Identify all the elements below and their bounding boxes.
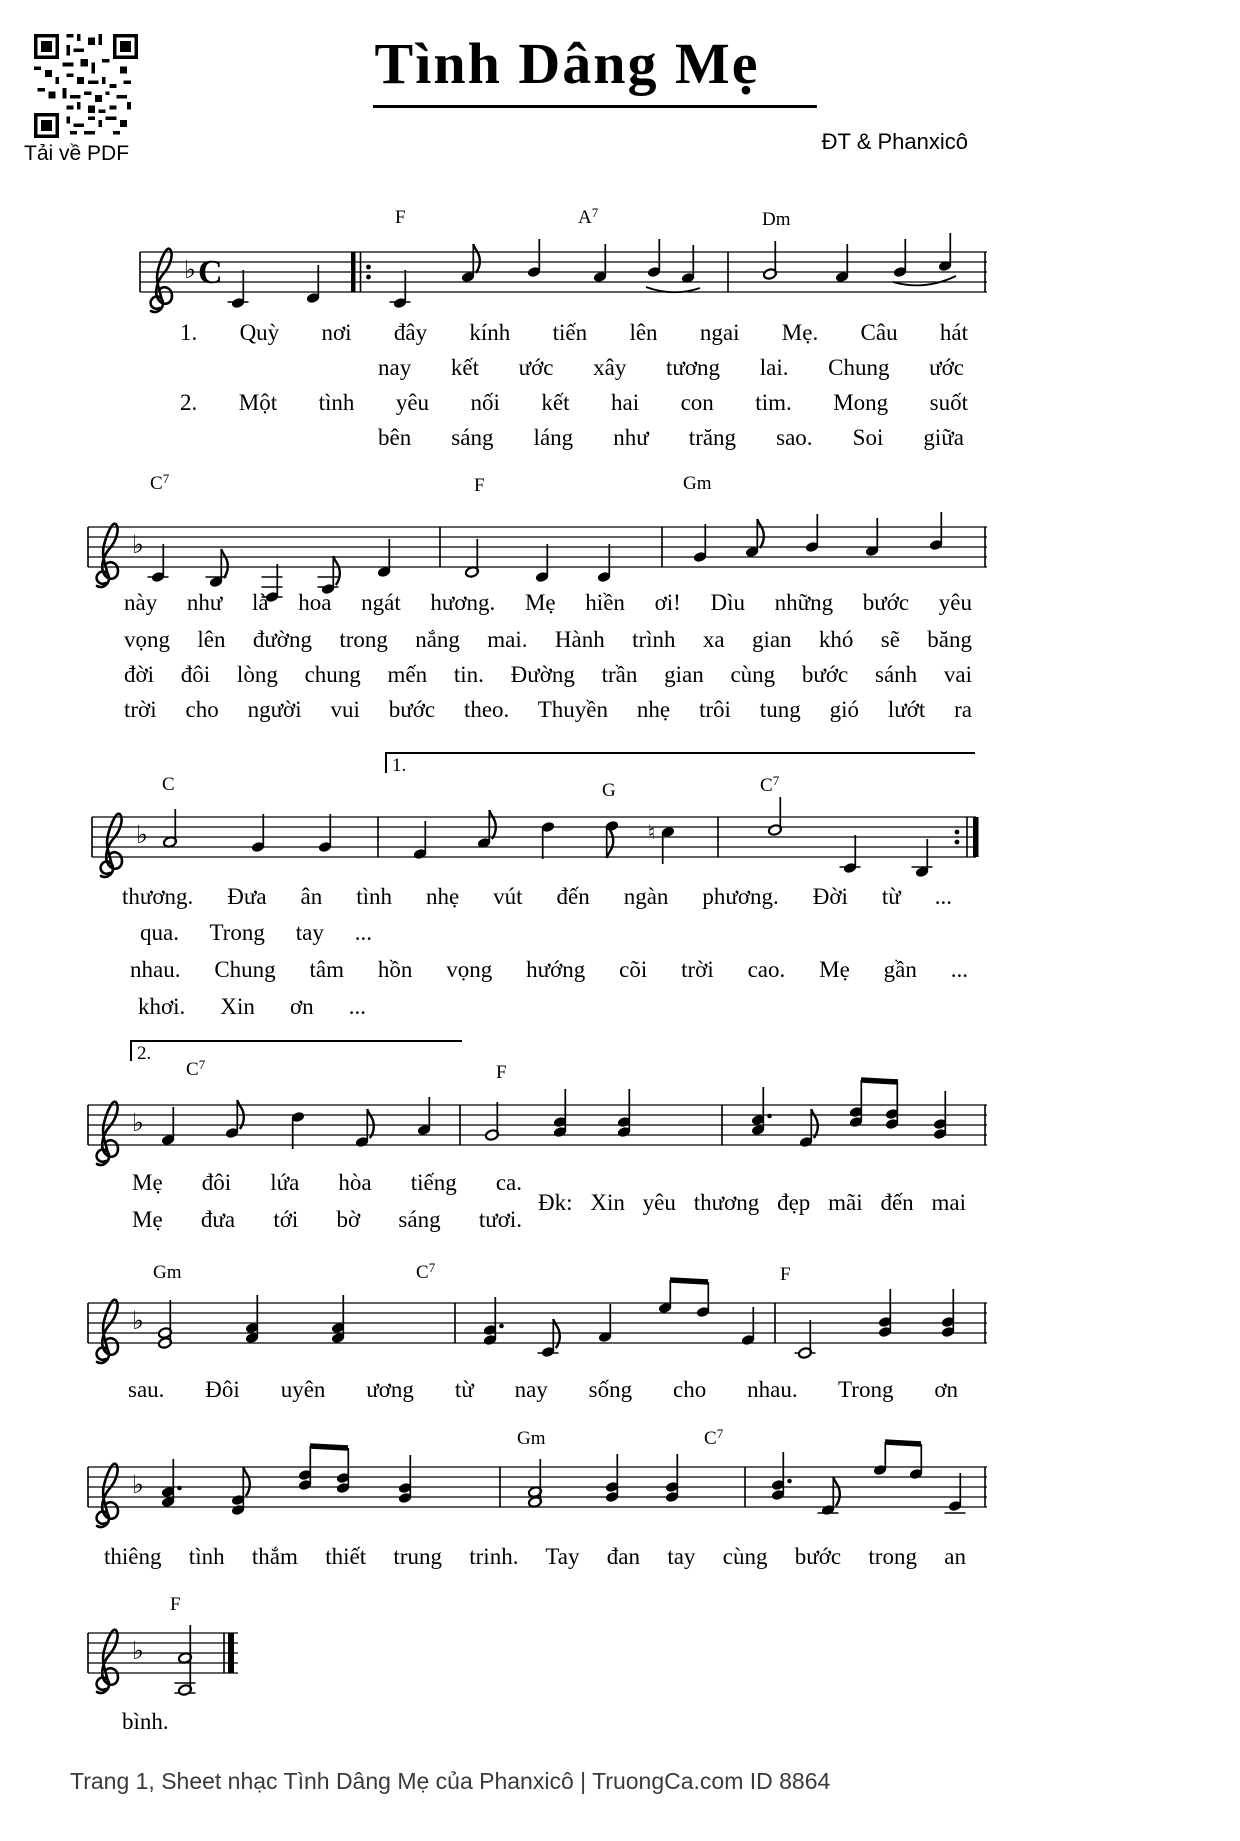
svg-text:C: C bbox=[198, 254, 223, 291]
lyrics-line: thiêng tình thắm thiết trung trinh. Tay đan tay cùng bước trong an bbox=[104, 1544, 966, 1569]
chord-symbol: Dm bbox=[762, 209, 791, 230]
svg-text:♮: ♮ bbox=[648, 820, 656, 844]
chord-symbol: Gm bbox=[517, 1428, 546, 1449]
lyrics-line: 1. Quỳ nơi đây kính tiến lên ngai Mẹ. Câu hát bbox=[180, 320, 968, 345]
lyrics-line: thương. Đưa ân tình nhẹ vút đến ngàn phương. Đời từ ... bbox=[122, 884, 952, 909]
lyrics-line: trời cho người vui bước theo. Thuyền nhẹ trôi tung gió lướt ra bbox=[124, 697, 972, 722]
volta-bracket-2 bbox=[130, 1040, 462, 1064]
svg-text:♭: ♭ bbox=[132, 1108, 144, 1137]
svg-text:♭: ♭ bbox=[184, 255, 196, 284]
volta-2-label: 2. bbox=[137, 1043, 152, 1064]
chord-symbol: $C^7$ bbox=[760, 773, 780, 796]
footer-text: Trang 1, Sheet nhạc Tình Dâng Mẹ của Phanxicô | TruongCa.com ID 8864 bbox=[70, 1768, 831, 1794]
svg-text:♭: ♭ bbox=[132, 1470, 144, 1499]
lyrics-line: vọng lên đường trong nắng mai. Hành trình xa gian khó sẽ băng bbox=[124, 627, 972, 652]
lyrics-line: bình. bbox=[122, 1709, 169, 1734]
chord-symbol: G bbox=[602, 780, 616, 801]
chord-symbol: $C^7$ bbox=[186, 1057, 206, 1080]
svg-text:♭: ♭ bbox=[132, 1636, 144, 1665]
chord-symbol: $A^7$ bbox=[578, 205, 599, 228]
chord-symbol: C bbox=[162, 774, 175, 795]
lyrics-line: sau. Đôi uyên ương từ nay sống cho nhau. Trong ơn bbox=[128, 1377, 958, 1402]
author-credit: ĐT & Phanxicô bbox=[821, 129, 968, 154]
volta-1-label: 1. bbox=[392, 755, 407, 776]
chord-symbol: F bbox=[474, 475, 485, 496]
download-pdf-link[interactable]: Tải về PDF bbox=[24, 142, 130, 165]
chord-symbol: F bbox=[170, 1594, 181, 1615]
svg-text:♭: ♭ bbox=[136, 820, 148, 849]
chord-symbol: Gm bbox=[683, 473, 712, 494]
volta-bracket-1 bbox=[385, 752, 975, 776]
lyrics-line-chorus: Đk: Xin yêu thương đẹp mãi đến mai bbox=[538, 1190, 966, 1215]
lyrics-line: nay kết ước xây tương lai. Chung ước bbox=[378, 355, 964, 380]
lyrics-line: khơi. Xin ơn ... bbox=[138, 994, 366, 1019]
chord-symbol: $C^7$ bbox=[416, 1260, 436, 1283]
svg-text:♭: ♭ bbox=[132, 1306, 144, 1335]
chord-symbol: $C^7$ bbox=[150, 471, 170, 494]
lyrics-line: này như là hoa ngát hương. Mẹ hiền ơi! Dìu những bước yêu bbox=[124, 590, 972, 615]
lyrics-line: bên sáng láng như trăng sao. Soi giữa bbox=[378, 425, 964, 450]
chord-symbol: $C^7$ bbox=[704, 1426, 724, 1449]
lyrics-line: Mẹ đôi lứa hòa tiếng ca. bbox=[132, 1170, 522, 1195]
chord-symbol: F bbox=[780, 1264, 791, 1285]
lyrics-line: Mẹ đưa tới bờ sáng tươi. bbox=[132, 1207, 522, 1232]
lyrics-line: 2. Một tình yêu nối kết hai con tim. Mong suốt bbox=[180, 390, 968, 415]
chord-symbol: F bbox=[395, 207, 406, 228]
page-title: Tình Dâng Mẹ bbox=[373, 30, 818, 108]
lyrics-line: nhau. Chung tâm hồn vọng hướng cõi trời cao. Mẹ gần ... bbox=[130, 957, 968, 982]
lyrics-line: qua. Trong tay ... bbox=[140, 920, 372, 945]
chord-symbol: Gm bbox=[153, 1262, 182, 1283]
svg-text:♭: ♭ bbox=[132, 530, 144, 559]
lyrics-line: đời đôi lòng chung mến tin. Đường trần gian cùng bước sánh vai bbox=[124, 662, 972, 687]
chord-symbol: F bbox=[496, 1062, 507, 1083]
